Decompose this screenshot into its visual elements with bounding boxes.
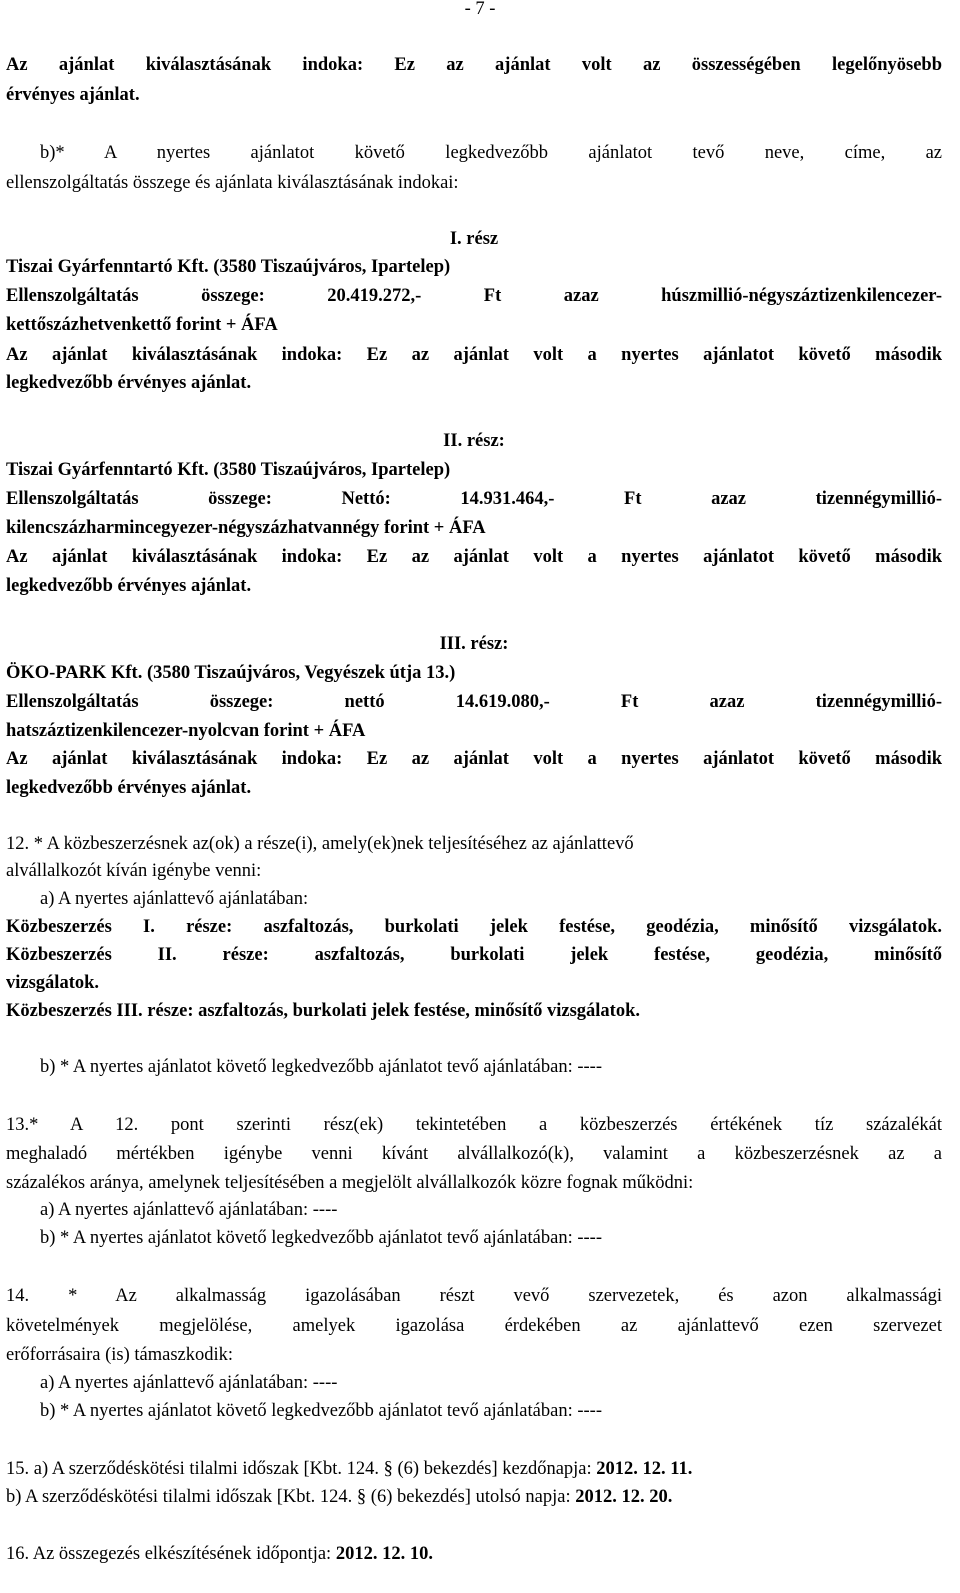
text-line: legkedvezőbb érvényes ajánlat.: [6, 576, 252, 596]
text-line: Az ajánlat kiválasztásának indoka: Ez az ajánlat volt az összességében legelőnyösebb: [6, 55, 942, 75]
text-line: a) A nyertes ajánlattevő ajánlatában: ----: [40, 1373, 338, 1393]
text-line: erőforrásaira (is) támaszkodik:: [6, 1345, 234, 1365]
text-line: 12. * A közbeszerzésnek az(ok) a része(i), amely(ek)nek teljesítéséhez az ajánlattevő: [6, 834, 634, 854]
text-line: hatszáztizenkilencezer-nyolcvan forint + ÁFA: [6, 721, 366, 741]
text-line: [6, 1456, 942, 1482]
page-number: - 7 -: [464, 0, 496, 19]
text-line: legkedvezőbb érvényes ajánlat.: [6, 373, 252, 393]
text-line: Az ajánlat kiválasztásának indoka: Ez az ajánlat volt a nyertes ajánlatot követő második: [6, 345, 942, 365]
date-value: 2012. 12. 20.: [575, 1487, 673, 1507]
text-line: százalékos aránya, amelynek teljesítésében a megjelölt alvállalkozók közre fognak működni:: [6, 1173, 694, 1193]
text-line: Ellenszolgáltatás összege: nettó 14.619.080,- Ft azaz tizennégymillió-: [6, 692, 942, 712]
text-line: b) * A nyertes ajánlatot követő legkedvezőbb ajánlatot tevő ajánlatában: ----: [40, 1057, 602, 1077]
text-span: 15. a) A szerződéskötési tilalmi időszak [Kbt. 124. § (6) bekezdés] kezdőnapja:: [6, 1459, 597, 1479]
text-line: legkedvezőbb érvényes ajánlat.: [6, 778, 252, 798]
text-line: kilencszázharmincegyezer-négyszázhatvannégy forint + ÁFA: [6, 518, 486, 538]
text-line: [6, 1541, 942, 1567]
text-line: [6, 1484, 942, 1510]
section-heading: I. rész: [449, 229, 499, 249]
text-line: b) * A nyertes ajánlatot követő legkedvezőbb ajánlatot tevő ajánlatában: ----: [40, 1228, 602, 1248]
text-line: meghaladó mértékben igénybe venni kívánt alvállalkozó(k), valamint a közbeszerzésnek az a: [6, 1144, 942, 1164]
text-line: Tiszai Gyárfenntartó Kft. (3580 Tiszaújváros, Ipartelep): [6, 257, 451, 277]
text-line: kettőszázhetvenkettő forint + ÁFA: [6, 315, 278, 335]
text-span: 16. Az összegezés elkészítésének időpontja:: [6, 1544, 336, 1564]
text-line: 13.* A 12. pont szerinti rész(ek) tekintetében a közbeszerzés értékének tíz százalékát: [6, 1115, 942, 1135]
text-line: 14. * Az alkalmasság igazolásában részt vevő szervezetek, és azon alkalmassági: [6, 1286, 942, 1306]
date-value: 2012. 12. 10.: [335, 1544, 433, 1564]
text-line: Tiszai Gyárfenntartó Kft. (3580 Tiszaújváros, Ipartelep): [6, 460, 451, 480]
text-line: a) A nyertes ajánlattevő ajánlatában: ----: [40, 1200, 338, 1220]
text-line: érvényes ajánlat.: [6, 85, 140, 105]
text-line: b)* A nyertes ajánlatot követő legkedvezőbb ajánlatot tevő neve, címe, az: [40, 143, 942, 163]
text-line: a) A nyertes ajánlattevő ajánlatában:: [40, 889, 309, 909]
date-value: 2012. 12. 11.: [596, 1459, 693, 1479]
text-line: b) * A nyertes ajánlatot követő legkedvezőbb ajánlatot tevő ajánlatában: ----: [40, 1401, 602, 1421]
text-line: Az ajánlat kiválasztásának indoka: Ez az ajánlat volt a nyertes ajánlatot követő második: [6, 749, 942, 769]
text-line: Közbeszerzés I. része: aszfaltozás, burkolati jelek festése, geodézia, minősítő vizsgálatok.: [6, 917, 942, 937]
text-line: Közbeszerzés III. része: aszfaltozás, burkolati jelek festése, minősítő vizsgálatok.: [6, 1001, 641, 1021]
text-line: ellenszolgáltatás összege és ajánlata kiválasztásának indokai:: [6, 173, 459, 193]
text-line: Az ajánlat kiválasztásának indoka: Ez az ajánlat volt a nyertes ajánlatot követő második: [6, 547, 942, 567]
text-line: Ellenszolgáltatás összege: Nettó: 14.931.464,- Ft azaz tizennégymillió-: [6, 489, 942, 509]
text-line: Ellenszolgáltatás összege: 20.419.272,- Ft azaz húszmillió-négyszáztizenkilencezer-: [6, 286, 942, 306]
text-line: Közbeszerzés II. része: aszfaltozás, burkolati jelek festése, geodézia, minősítő: [6, 945, 942, 965]
section-heading: III. rész:: [439, 634, 509, 654]
text-span: b) A szerződéskötési tilalmi időszak [Kbt. 124. § (6) bekezdés] utolsó napja:: [6, 1487, 576, 1507]
text-line: ÖKO-PARK Kft. (3580 Tiszaújváros, Vegyészek útja 13.): [6, 663, 456, 683]
text-line: alvállalkozót kíván igénybe venni:: [6, 861, 262, 881]
text-line: vizsgálatok.: [6, 973, 100, 993]
text-line: követelmények megjelölése, amelyek igazolása érdekében az ajánlattevő ezen szervezet: [6, 1316, 942, 1336]
section-heading: II. rész:: [443, 431, 505, 451]
